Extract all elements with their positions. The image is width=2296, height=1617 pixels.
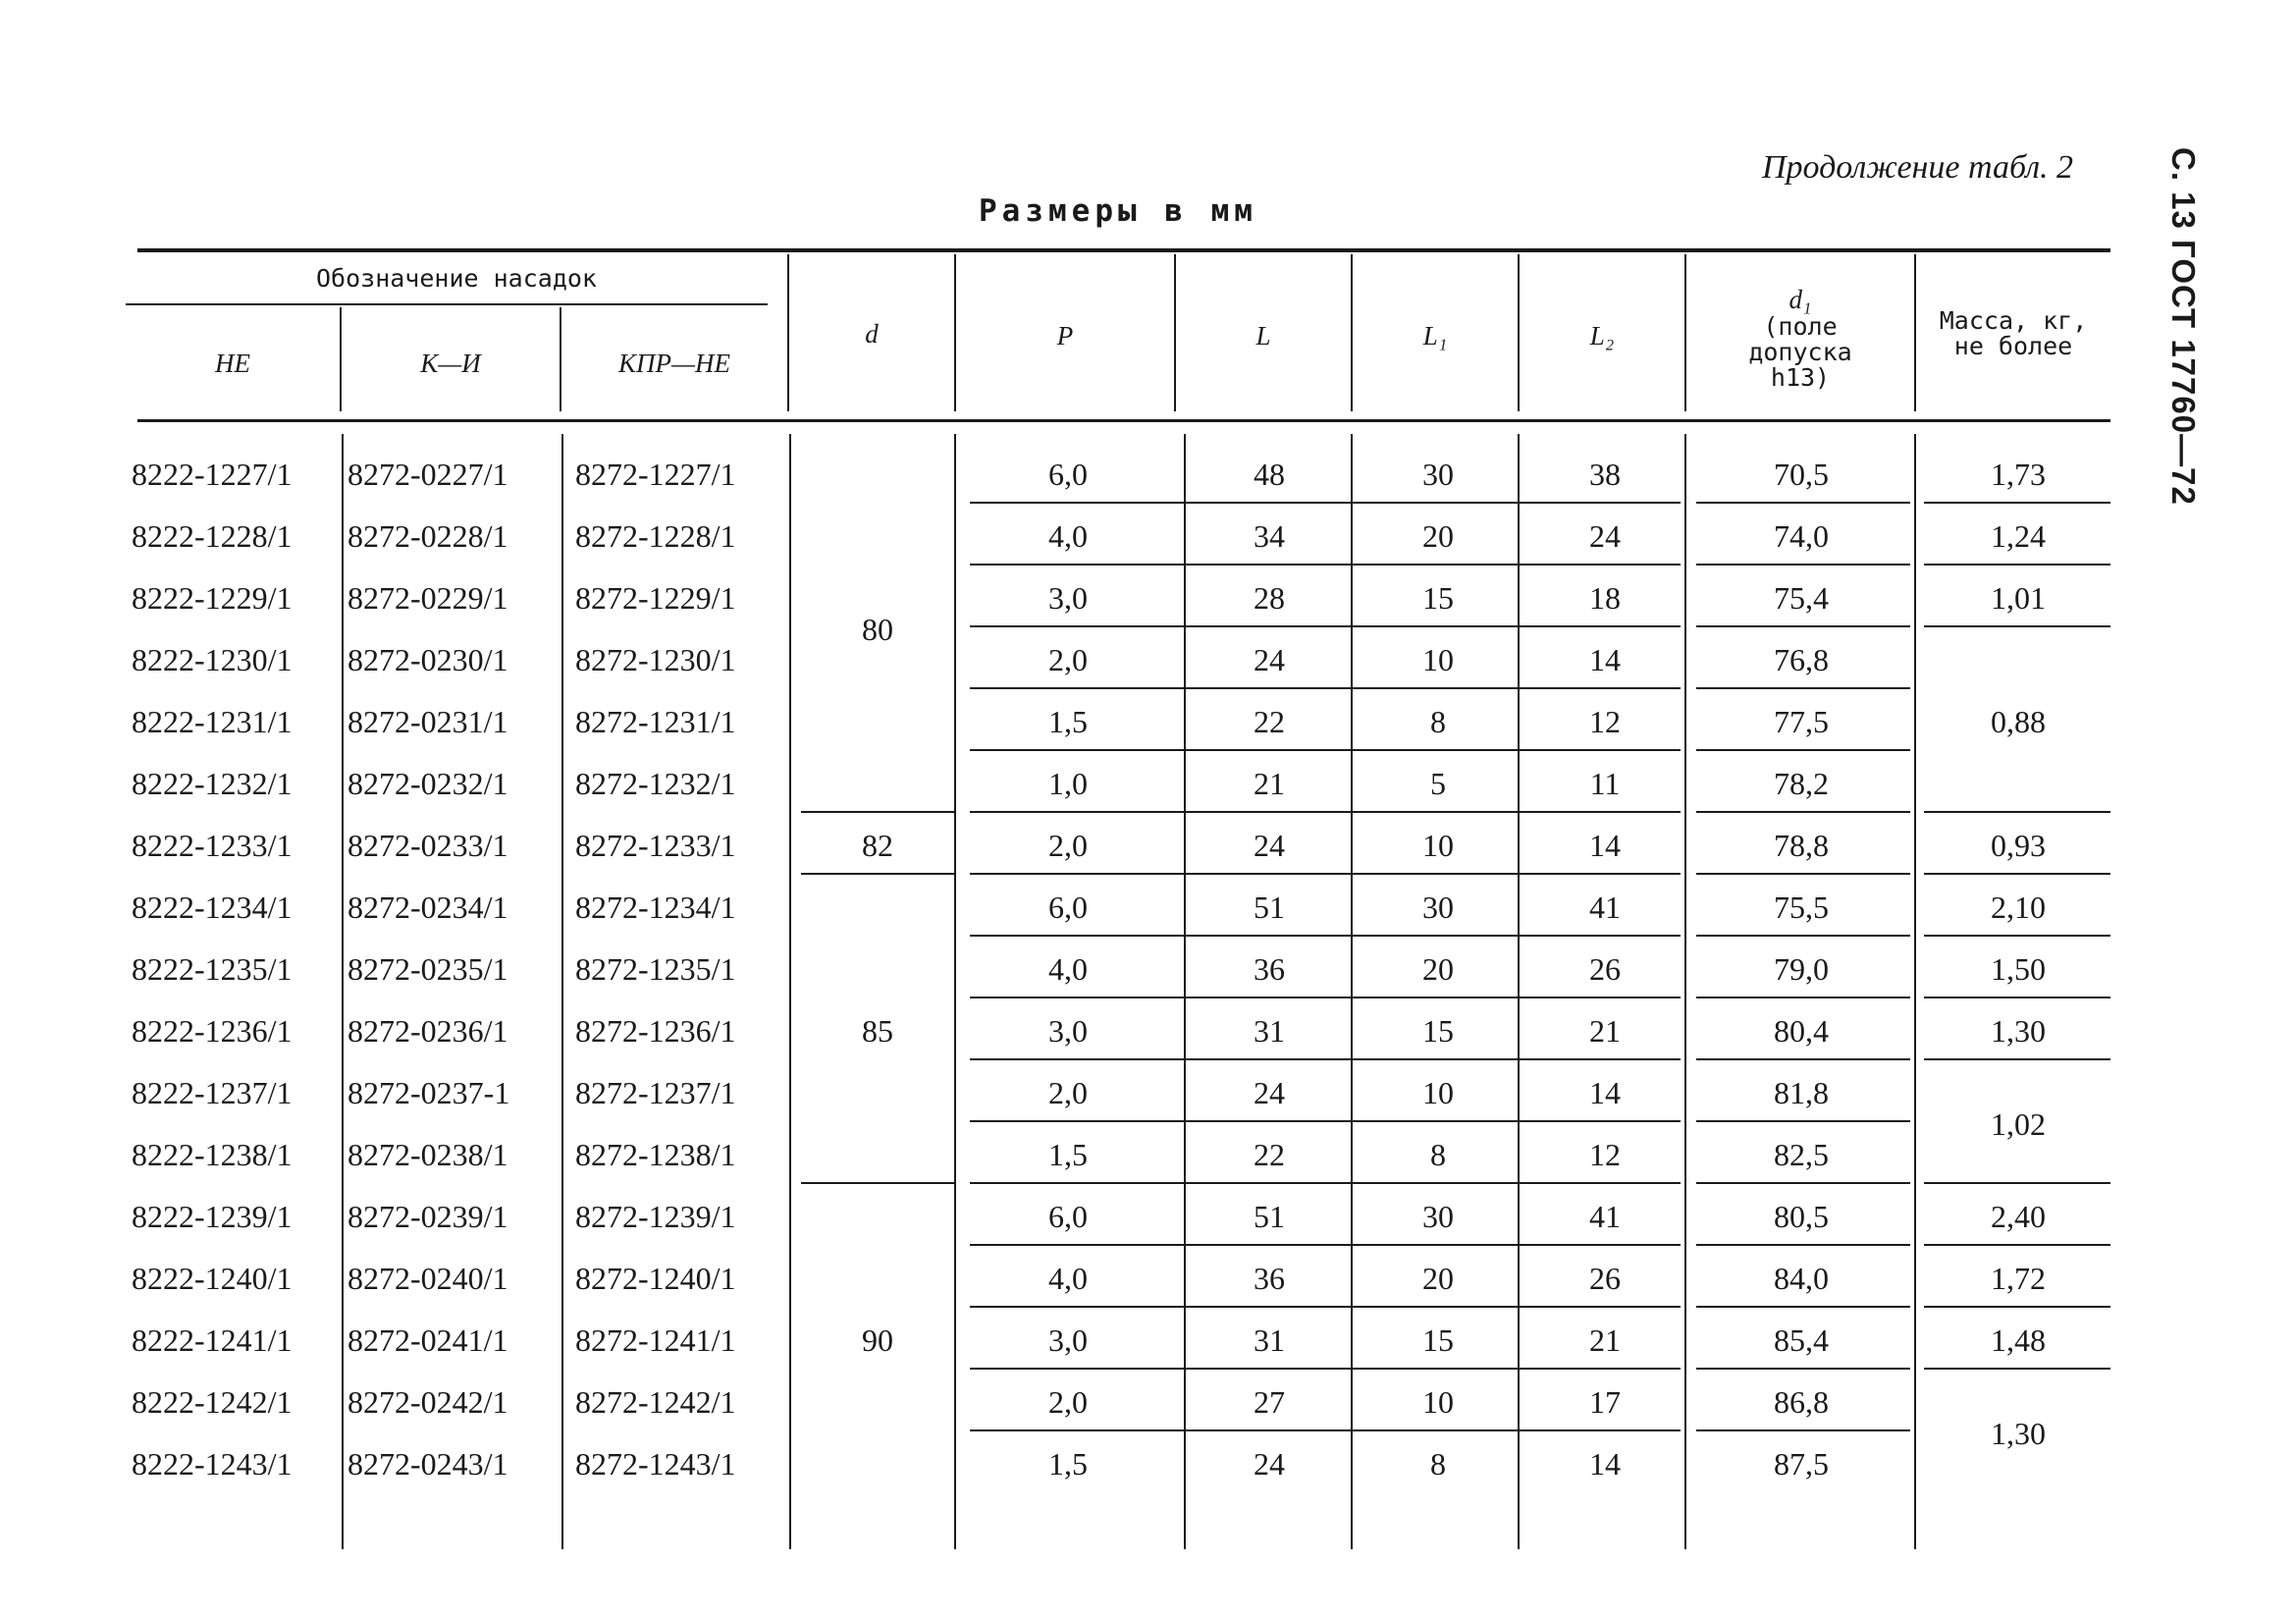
table-cell-ne: 8222-1238/1 <box>132 1136 293 1172</box>
group-rule <box>1924 502 2110 504</box>
table-cell-p: 2,0 <box>1048 1074 1088 1110</box>
row-rule <box>970 935 1681 937</box>
table-cell-l: 24 <box>1254 1074 1285 1110</box>
table-cell-kprne: 8272-1229/1 <box>575 579 736 616</box>
table-cell-p: 2,0 <box>1048 1383 1088 1420</box>
table-cell-l: 24 <box>1254 641 1285 677</box>
table-cell-kprne: 8272-1227/1 <box>575 456 736 492</box>
table-cell-l1: 15 <box>1422 579 1454 616</box>
header-divider <box>1351 254 1353 411</box>
table-cell-ki: 8272-0242/1 <box>347 1383 508 1420</box>
table-cell-p: 1,0 <box>1048 765 1088 801</box>
group-rule <box>801 873 954 875</box>
mass-value: 0,88 <box>1991 704 2046 739</box>
table-cell-l2: 26 <box>1589 1260 1621 1296</box>
row-rule <box>970 502 1681 504</box>
row-rule <box>970 811 1681 813</box>
table-cell-l1: 20 <box>1422 1260 1454 1296</box>
table-cell-l1: 15 <box>1422 1321 1454 1358</box>
table-cell-kprne: 8272-1237/1 <box>575 1074 736 1110</box>
table-continuation-label: Продолжение табл. 2 <box>1762 149 2074 186</box>
table-cell-ne: 8222-1227/1 <box>132 456 293 492</box>
table-cell-d1: 81,8 <box>1774 1074 1829 1110</box>
row-rule <box>1696 873 1910 875</box>
mass-value: 0,93 <box>1991 828 2046 863</box>
table-cell-l1: 8 <box>1430 1136 1446 1172</box>
header-kprne: КПР—НЕ <box>618 348 730 378</box>
table-cell-p: 4,0 <box>1048 950 1088 987</box>
group-rule <box>1924 1368 2110 1370</box>
table-cell-ne: 8222-1234/1 <box>132 889 293 925</box>
diameter-d-value: 82 <box>862 828 893 863</box>
table-cell-kprne: 8272-1228/1 <box>575 517 736 554</box>
table-cell-l: 22 <box>1254 703 1285 739</box>
row-rule <box>970 564 1681 566</box>
header-p: P <box>1056 320 1074 350</box>
diameter-d-value: 85 <box>862 1013 893 1049</box>
table-cell-l2: 41 <box>1589 1198 1621 1234</box>
table-cell-ne: 8222-1240/1 <box>132 1260 293 1296</box>
row-rule <box>1696 749 1910 751</box>
header-l1: L₁ <box>1422 320 1448 350</box>
table-cell-l1: 30 <box>1422 889 1454 925</box>
table-cell-kprne: 8272-1231/1 <box>575 703 736 739</box>
row-rule <box>1696 564 1910 566</box>
table-cell-l2: 14 <box>1589 1445 1621 1482</box>
table-cell-l1: 30 <box>1422 456 1454 492</box>
table-cell-ne: 8222-1233/1 <box>132 827 293 863</box>
table-cell-kprne: 8272-1243/1 <box>575 1445 736 1482</box>
table-cell-kprne: 8272-1242/1 <box>575 1383 736 1420</box>
group-header-rule <box>126 303 768 305</box>
mass-value: 2,10 <box>1991 889 2046 925</box>
table-cell-ki: 8272-0227/1 <box>347 456 508 492</box>
table-cell-ne: 8222-1228/1 <box>132 517 293 554</box>
header-divider <box>954 254 956 411</box>
table-cell-p: 4,0 <box>1048 517 1088 554</box>
table-cell-l2: 14 <box>1589 641 1621 677</box>
table-top-rule <box>137 248 2110 252</box>
table-cell-ki: 8272-0228/1 <box>347 517 508 554</box>
table-cell-l: 22 <box>1254 1136 1285 1172</box>
header-divider <box>1684 254 1686 411</box>
table-cell-kprne: 8272-1239/1 <box>575 1198 736 1234</box>
table-cell-d1: 80,4 <box>1774 1012 1829 1049</box>
table-cell-kprne: 8272-1238/1 <box>575 1136 736 1172</box>
header-ne: НЕ <box>215 348 250 378</box>
table-cell-ki: 8272-0241/1 <box>347 1321 508 1358</box>
mass-value: 1,30 <box>1991 1415 2046 1451</box>
table-cell-kprne: 8272-1240/1 <box>575 1260 736 1296</box>
row-rule <box>970 1120 1681 1122</box>
table-cell-ne: 8222-1229/1 <box>132 579 293 616</box>
table-cell-d1: 79,0 <box>1774 950 1829 987</box>
group-rule <box>1924 873 2110 875</box>
table-cell-p: 3,0 <box>1048 1012 1088 1049</box>
row-rule <box>1696 1429 1910 1431</box>
table-cell-l1: 10 <box>1422 1074 1454 1110</box>
row-rule <box>1696 1058 1910 1060</box>
table-cell-kprne: 8272-1235/1 <box>575 950 736 987</box>
header-d: d <box>865 318 879 349</box>
row-rule <box>1696 935 1910 937</box>
table-cell-l1: 8 <box>1430 1445 1446 1482</box>
table-cell-l: 31 <box>1254 1012 1285 1049</box>
table-cell-l1: 10 <box>1422 1383 1454 1420</box>
table-cell-kprne: 8272-1241/1 <box>575 1321 736 1358</box>
table-cell-p: 2,0 <box>1048 641 1088 677</box>
table-cell-l2: 12 <box>1589 703 1621 739</box>
row-rule <box>1696 625 1910 627</box>
table-cell-d1: 75,5 <box>1774 889 1829 925</box>
row-rule <box>970 1244 1681 1246</box>
table-cell-ki: 8272-0236/1 <box>347 1012 508 1049</box>
table-cell-kprne: 8272-1236/1 <box>575 1012 736 1049</box>
row-rule <box>970 687 1681 689</box>
table-cell-ki: 8272-0232/1 <box>347 765 508 801</box>
row-rule <box>1696 687 1910 689</box>
group-rule <box>1924 811 2110 813</box>
row-rule <box>1696 1368 1910 1370</box>
row-rule <box>970 997 1681 998</box>
table-cell-l: 36 <box>1254 950 1285 987</box>
table-cell-ne: 8222-1236/1 <box>132 1012 293 1049</box>
table-cell-d1: 76,8 <box>1774 641 1829 677</box>
table-cell-ki: 8272-0233/1 <box>347 827 508 863</box>
table-cell-d1: 74,0 <box>1774 517 1829 554</box>
table-cell-ne: 8222-1235/1 <box>132 950 293 987</box>
row-rule <box>1696 1306 1910 1308</box>
row-rule <box>1696 1244 1910 1246</box>
table-cell-d1: 80,5 <box>1774 1198 1829 1234</box>
table-cell-l: 48 <box>1254 456 1285 492</box>
header-divider <box>787 254 789 411</box>
mass-value: 1,01 <box>1991 580 2046 616</box>
table-cell-d1: 86,8 <box>1774 1383 1829 1420</box>
table-cell-p: 4,0 <box>1048 1260 1088 1296</box>
header-divider <box>1518 254 1520 411</box>
header-divider <box>1914 254 1916 411</box>
group-rule <box>801 1182 954 1184</box>
row-rule <box>970 873 1681 875</box>
header-l2: L₂ <box>1589 320 1615 350</box>
table-cell-ki: 8272-0240/1 <box>347 1260 508 1296</box>
table-cell-d1: 77,5 <box>1774 703 1829 739</box>
table-cell-ki: 8272-0238/1 <box>347 1136 508 1172</box>
table-cell-l1: 20 <box>1422 517 1454 554</box>
table-cell-ne: 8222-1239/1 <box>132 1198 293 1234</box>
designation-group-header: Обозначение насадок <box>316 263 597 293</box>
table-cell-p: 1,5 <box>1048 1136 1088 1172</box>
header-d1-tolerance: h13) <box>1770 363 1831 393</box>
row-rule <box>970 1306 1681 1308</box>
table-cell-l2: 21 <box>1589 1321 1621 1358</box>
table-cell-ki: 8272-0235/1 <box>347 950 508 987</box>
table-cell-p: 3,0 <box>1048 1321 1088 1358</box>
group-rule <box>1924 564 2110 566</box>
page-side-header: С. 13 ГОСТ 17760—72 <box>2165 147 2202 506</box>
group-rule <box>1924 935 2110 937</box>
table-cell-ki: 8272-0237-1 <box>347 1074 510 1110</box>
row-rule <box>970 1182 1681 1184</box>
row-rule <box>1696 811 1910 813</box>
table-cell-ne: 8222-1243/1 <box>132 1445 293 1482</box>
mass-value: 1,73 <box>1991 457 2046 492</box>
row-rule <box>970 749 1681 751</box>
table-cell-ne: 8222-1231/1 <box>132 703 293 739</box>
mass-value: 1,02 <box>1991 1105 2046 1142</box>
table-cell-l2: 41 <box>1589 889 1621 925</box>
table-cell-p: 3,0 <box>1048 579 1088 616</box>
table-cell-l2: 14 <box>1589 827 1621 863</box>
group-rule <box>1924 1306 2110 1308</box>
table-cell-ki: 8272-0231/1 <box>347 703 508 739</box>
table-cell-l: 51 <box>1254 889 1285 925</box>
table-cell-kprne: 8272-1230/1 <box>575 641 736 677</box>
table-cell-ki: 8272-0243/1 <box>347 1445 508 1482</box>
table-cell-l2: 18 <box>1589 579 1621 616</box>
table-cell-p: 1,5 <box>1048 1445 1088 1482</box>
group-rule <box>801 811 954 813</box>
group-rule <box>1924 1182 2110 1184</box>
header-d1-note: (поле допуска <box>1748 311 1852 367</box>
table-cell-d1: 84,0 <box>1774 1260 1829 1296</box>
table-cell-l: 36 <box>1254 1260 1285 1296</box>
table-cell-ki: 8272-0234/1 <box>347 889 508 925</box>
mass-value: 2,40 <box>1991 1199 2046 1234</box>
table-cell-p: 6,0 <box>1048 889 1088 925</box>
table-cell-p: 1,5 <box>1048 703 1088 739</box>
table-cell-p: 6,0 <box>1048 456 1088 492</box>
header-divider <box>340 307 342 411</box>
table-cell-l2: 24 <box>1589 517 1621 554</box>
units-caption: Размеры в мм <box>979 193 1257 229</box>
table-cell-d1: 70,5 <box>1774 456 1829 492</box>
table-cell-ki: 8272-0230/1 <box>347 641 508 677</box>
table-cell-ne: 8222-1237/1 <box>132 1074 293 1110</box>
mass-value: 1,24 <box>1991 518 2046 554</box>
table-cell-kprne: 8272-1233/1 <box>575 827 736 863</box>
mass-value: 1,30 <box>1991 1013 2046 1049</box>
table-cell-l: 24 <box>1254 827 1285 863</box>
table-cell-l2: 38 <box>1589 456 1621 492</box>
header-d1 <box>1688 275 1912 403</box>
table-cell-l1: 10 <box>1422 827 1454 863</box>
group-rule <box>1924 1244 2110 1246</box>
column-divider <box>1914 434 1916 1549</box>
table-cell-ki: 8272-0229/1 <box>347 579 508 616</box>
table-cell-l1: 20 <box>1422 950 1454 987</box>
table-cell-d1: 82,5 <box>1774 1136 1829 1172</box>
table-cell-l1: 15 <box>1422 1012 1454 1049</box>
table-cell-l2: 12 <box>1589 1136 1621 1172</box>
table-cell-p: 2,0 <box>1048 827 1088 863</box>
table-cell-ne: 8222-1232/1 <box>132 765 293 801</box>
table-cell-l1: 8 <box>1430 703 1446 739</box>
table-cell-ne: 8222-1241/1 <box>132 1321 293 1358</box>
row-rule <box>970 1058 1681 1060</box>
table-cell-d1: 78,2 <box>1774 765 1829 801</box>
table-cell-d1: 78,8 <box>1774 827 1829 863</box>
table-cell-l1: 30 <box>1422 1198 1454 1234</box>
row-rule <box>1696 997 1910 998</box>
table-cell-l: 34 <box>1254 517 1285 554</box>
table-cell-p: 6,0 <box>1048 1198 1088 1234</box>
diameter-d-value: 90 <box>862 1322 893 1358</box>
row-rule <box>1696 1182 1910 1184</box>
table-cell-d1: 85,4 <box>1774 1321 1829 1358</box>
row-rule <box>970 1368 1681 1370</box>
table-cell-d1: 87,5 <box>1774 1445 1829 1482</box>
row-rule <box>970 625 1681 627</box>
row-rule <box>970 1429 1681 1431</box>
group-rule <box>1924 1058 2110 1060</box>
row-rule <box>1696 502 1910 504</box>
table-cell-l: 31 <box>1254 1321 1285 1358</box>
table-cell-l: 27 <box>1254 1383 1285 1420</box>
diameter-d-value: 80 <box>862 611 893 647</box>
header-bottom-rule <box>137 419 2110 422</box>
mass-value: 1,50 <box>1991 951 2046 987</box>
table-cell-l1: 10 <box>1422 641 1454 677</box>
table-cell-l: 28 <box>1254 579 1285 616</box>
header-d1-symbol: d₁ <box>1789 285 1812 315</box>
group-rule <box>1924 625 2110 627</box>
table-cell-l2: 26 <box>1589 950 1621 987</box>
table-cell-ki: 8272-0239/1 <box>347 1198 508 1234</box>
table-cell-l: 21 <box>1254 765 1285 801</box>
header-mass: Масса, кг, не более <box>1939 305 2088 360</box>
table-cell-kprne: 8272-1232/1 <box>575 765 736 801</box>
table-cell-l: 51 <box>1254 1198 1285 1234</box>
table-cell-ne: 8222-1242/1 <box>132 1383 293 1420</box>
header-ki: К—И <box>420 348 481 378</box>
row-rule <box>1696 1120 1910 1122</box>
mass-value: 1,72 <box>1991 1261 2046 1296</box>
table-cell-l1: 5 <box>1430 765 1446 801</box>
group-rule <box>1924 997 2110 998</box>
table-cell-d1: 75,4 <box>1774 579 1829 616</box>
table-cell-l2: 17 <box>1589 1383 1621 1420</box>
header-divider <box>560 307 561 411</box>
header-divider <box>1174 254 1176 411</box>
table-cell-ne: 8222-1230/1 <box>132 641 293 677</box>
table-cell-l2: 11 <box>1589 765 1621 801</box>
table-cell-l2: 14 <box>1589 1074 1621 1110</box>
header-l: L <box>1255 320 1271 350</box>
table-cell-l: 24 <box>1254 1445 1285 1482</box>
mass-value: 1,48 <box>1991 1322 2046 1358</box>
table-cell-l2: 21 <box>1589 1012 1621 1049</box>
table-cell-kprne: 8272-1234/1 <box>575 889 736 925</box>
